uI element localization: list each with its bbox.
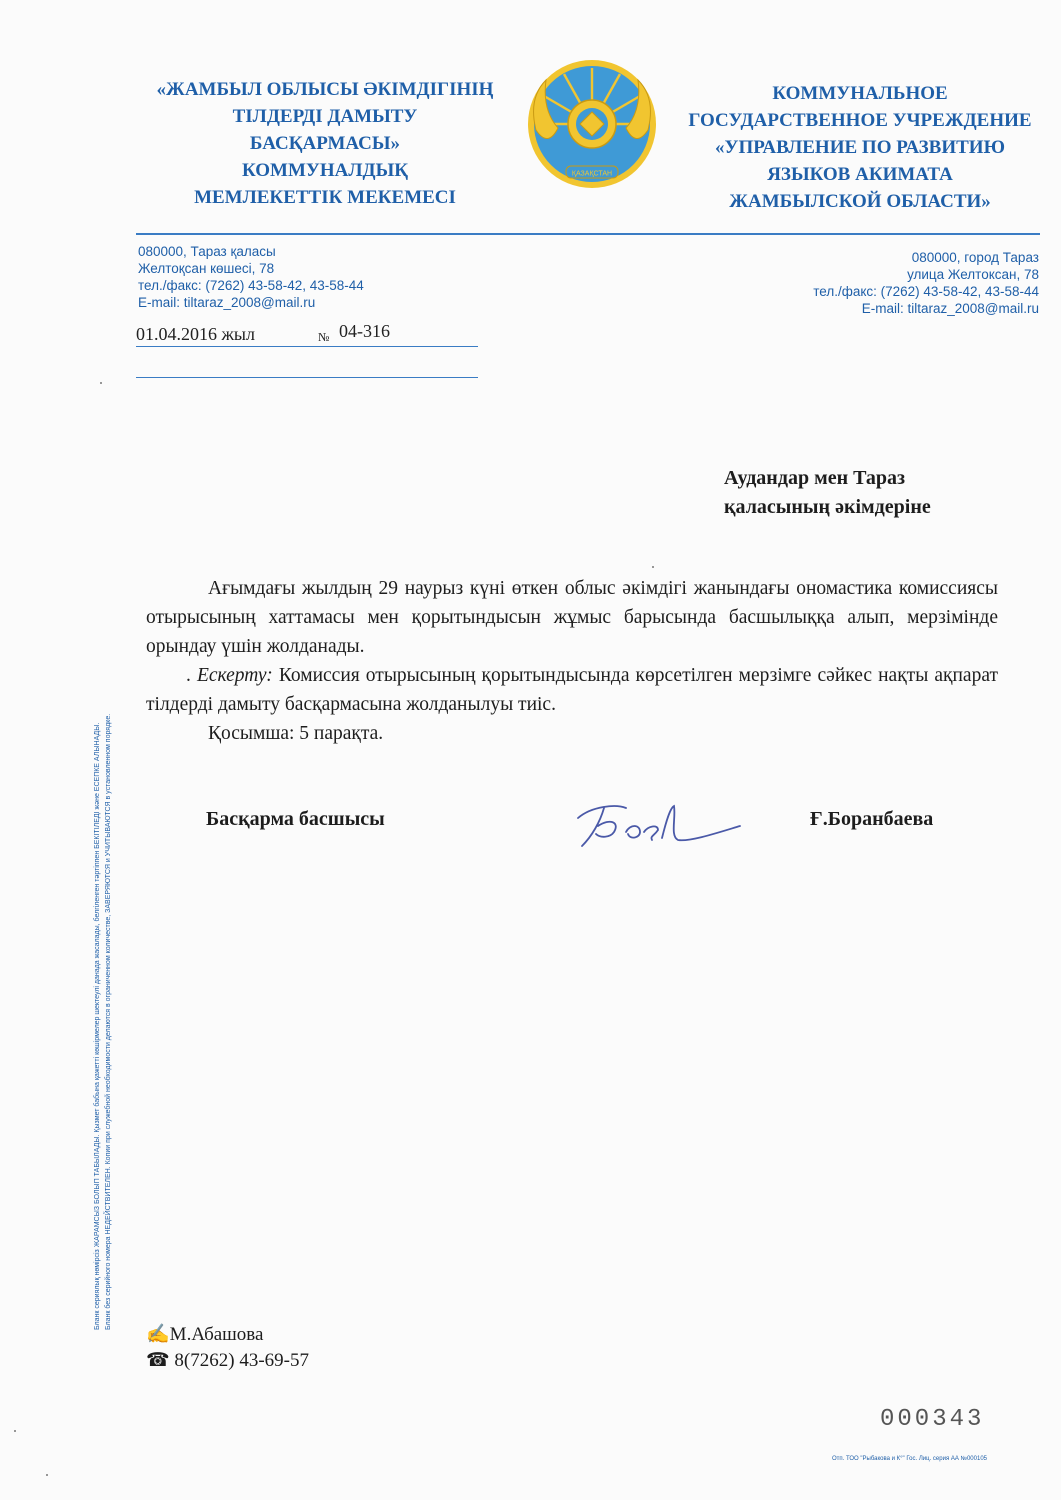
- executor-phone: 8(7262) 43-69-57: [174, 1350, 309, 1371]
- note-paragraph: [146, 661, 998, 719]
- org-kz-line: ТІЛДЕРДІ ДАМЫТУ: [232, 106, 418, 127]
- address-line: E-mail: tiltaraz_2008@mail.ru: [861, 301, 1039, 316]
- phone-icon: ☎: [146, 1350, 175, 1371]
- scan-speck: [14, 1430, 16, 1432]
- org-ru-line: «УПРАВЛЕНИЕ ПО РАЗВИТИЮ: [715, 137, 1005, 158]
- executor-block: [146, 1322, 309, 1374]
- scan-speck: [46, 1474, 48, 1476]
- address-line: E-mail: tiltaraz_2008@mail.ru: [138, 295, 316, 310]
- side-legend-line: Бланк без серийного номера НЕДЕЙСТВИТЕЛЕН. Копии при служебной необходимости делаются в ограниченном количестве, ЗАВЕРЯЮТСЯ и УЧИТЫВАЮТСЯ в установленном порядке.: [105, 713, 112, 1330]
- address-kz: [138, 243, 364, 311]
- signatory-title: Басқарма басшысы: [206, 808, 385, 830]
- address-line: 080000, город Тараз: [911, 250, 1039, 265]
- executor-name-line: [146, 1322, 309, 1348]
- form-serial-number: 000343: [880, 1406, 985, 1433]
- recipient-block: [724, 464, 931, 522]
- address-line: тел./факс: (7262) 43-58-42, 43-58-44: [813, 284, 1039, 299]
- registration-date: 01.04.2016 жыл: [136, 324, 256, 344]
- pen-icon: ✍: [146, 1324, 170, 1345]
- state-emblem-icon: [522, 58, 662, 192]
- executor-phone-line: [146, 1348, 309, 1374]
- org-kz-line: БАСҚАРМАСЫ»: [249, 133, 401, 154]
- org-ru-line: ЯЗЫКОВ АКИМАТА: [767, 164, 953, 185]
- registration-number: 04-316: [339, 321, 390, 341]
- address-line: 080000, Тараз қаласы: [138, 244, 276, 259]
- note-prefix: .: [186, 665, 197, 686]
- address-line: улица Желтоксан, 78: [907, 267, 1039, 282]
- executor-name: М.Абашова: [169, 1324, 264, 1345]
- address-ru: [813, 249, 1039, 317]
- org-ru-line: ЖАМБЫЛСКОЙ ОБЛАСТИ»: [729, 191, 991, 212]
- org-kz-line: МЕМЛЕКЕТТІК МЕКЕМЕСІ: [194, 187, 456, 208]
- registration-line: [136, 318, 478, 347]
- note-label: Ескерту:: [196, 665, 273, 686]
- handwritten-signature: [570, 796, 745, 856]
- side-legend: [92, 450, 126, 1330]
- header-divider: [136, 233, 1040, 235]
- letter-body: [146, 574, 998, 748]
- org-ru-line: ГОСУДАРСТВЕННОЕ УЧРЕЖДЕНИЕ: [688, 110, 1032, 131]
- body-paragraph: Ағымдағы жылдың 29 наурыз күні өткен облыс әкімдігі жанындағы ономастика комиссиясы отырысының хаттамасы мен қорытындысын жұмыс барысында басшылыққа алып, мерзімінде орындау үшін жолданады.: [146, 578, 998, 657]
- recipient-line: Аудандар мен Тараз: [724, 467, 906, 489]
- note-text: Комиссия отырысының қорытындысында көрсетілген мерзімге сәйкес нақты ақпарат тілдерді дамыту басқармасына жолданылуы тиіс.: [146, 665, 999, 715]
- scan-speck: [652, 566, 654, 568]
- attachment-line: Қосымша: 5 парақта.: [208, 723, 384, 744]
- reference-line: [136, 377, 478, 378]
- org-kz-line: «ЖАМБЫЛ ОБЛЫСЫ ӘКІМДІГІНІҢ: [156, 79, 494, 100]
- org-kz-line: КОММУНАЛДЫҚ: [241, 160, 409, 181]
- scan-speck: [100, 382, 102, 384]
- address-line: Желтоқсан көшесі, 78: [138, 261, 275, 276]
- signatory-name: Ғ.Боранбаева: [810, 808, 934, 830]
- emblem-text: ҚАЗАҚСТАН: [571, 170, 613, 178]
- org-ru-line: КОММУНАЛЬНОЕ: [772, 83, 948, 104]
- number-sign: №: [318, 330, 330, 344]
- printer-note: Отп. ТОО "Рыбакова и К°" Гос. Лиц. серия АА №000105: [832, 1456, 987, 1462]
- side-legend-line: Бланк сериялық нөмірсіз ЖАРАМСЫЗ БОЛЫП ТАБЫЛАДЫ. Қызмет бабына қажетті көшірмелер шектеулі данада жасалады, белгіленген тәртіппен БЕКІТІЛЕДІ және ЕСЕПКЕ АЛЫНАДЫ.: [94, 722, 101, 1330]
- address-line: тел./факс: (7262) 43-58-42, 43-58-44: [138, 278, 364, 293]
- org-name-ru: [670, 80, 1050, 215]
- org-name-kz: [120, 76, 530, 211]
- recipient-line: қаласының әкімдеріне: [724, 496, 931, 518]
